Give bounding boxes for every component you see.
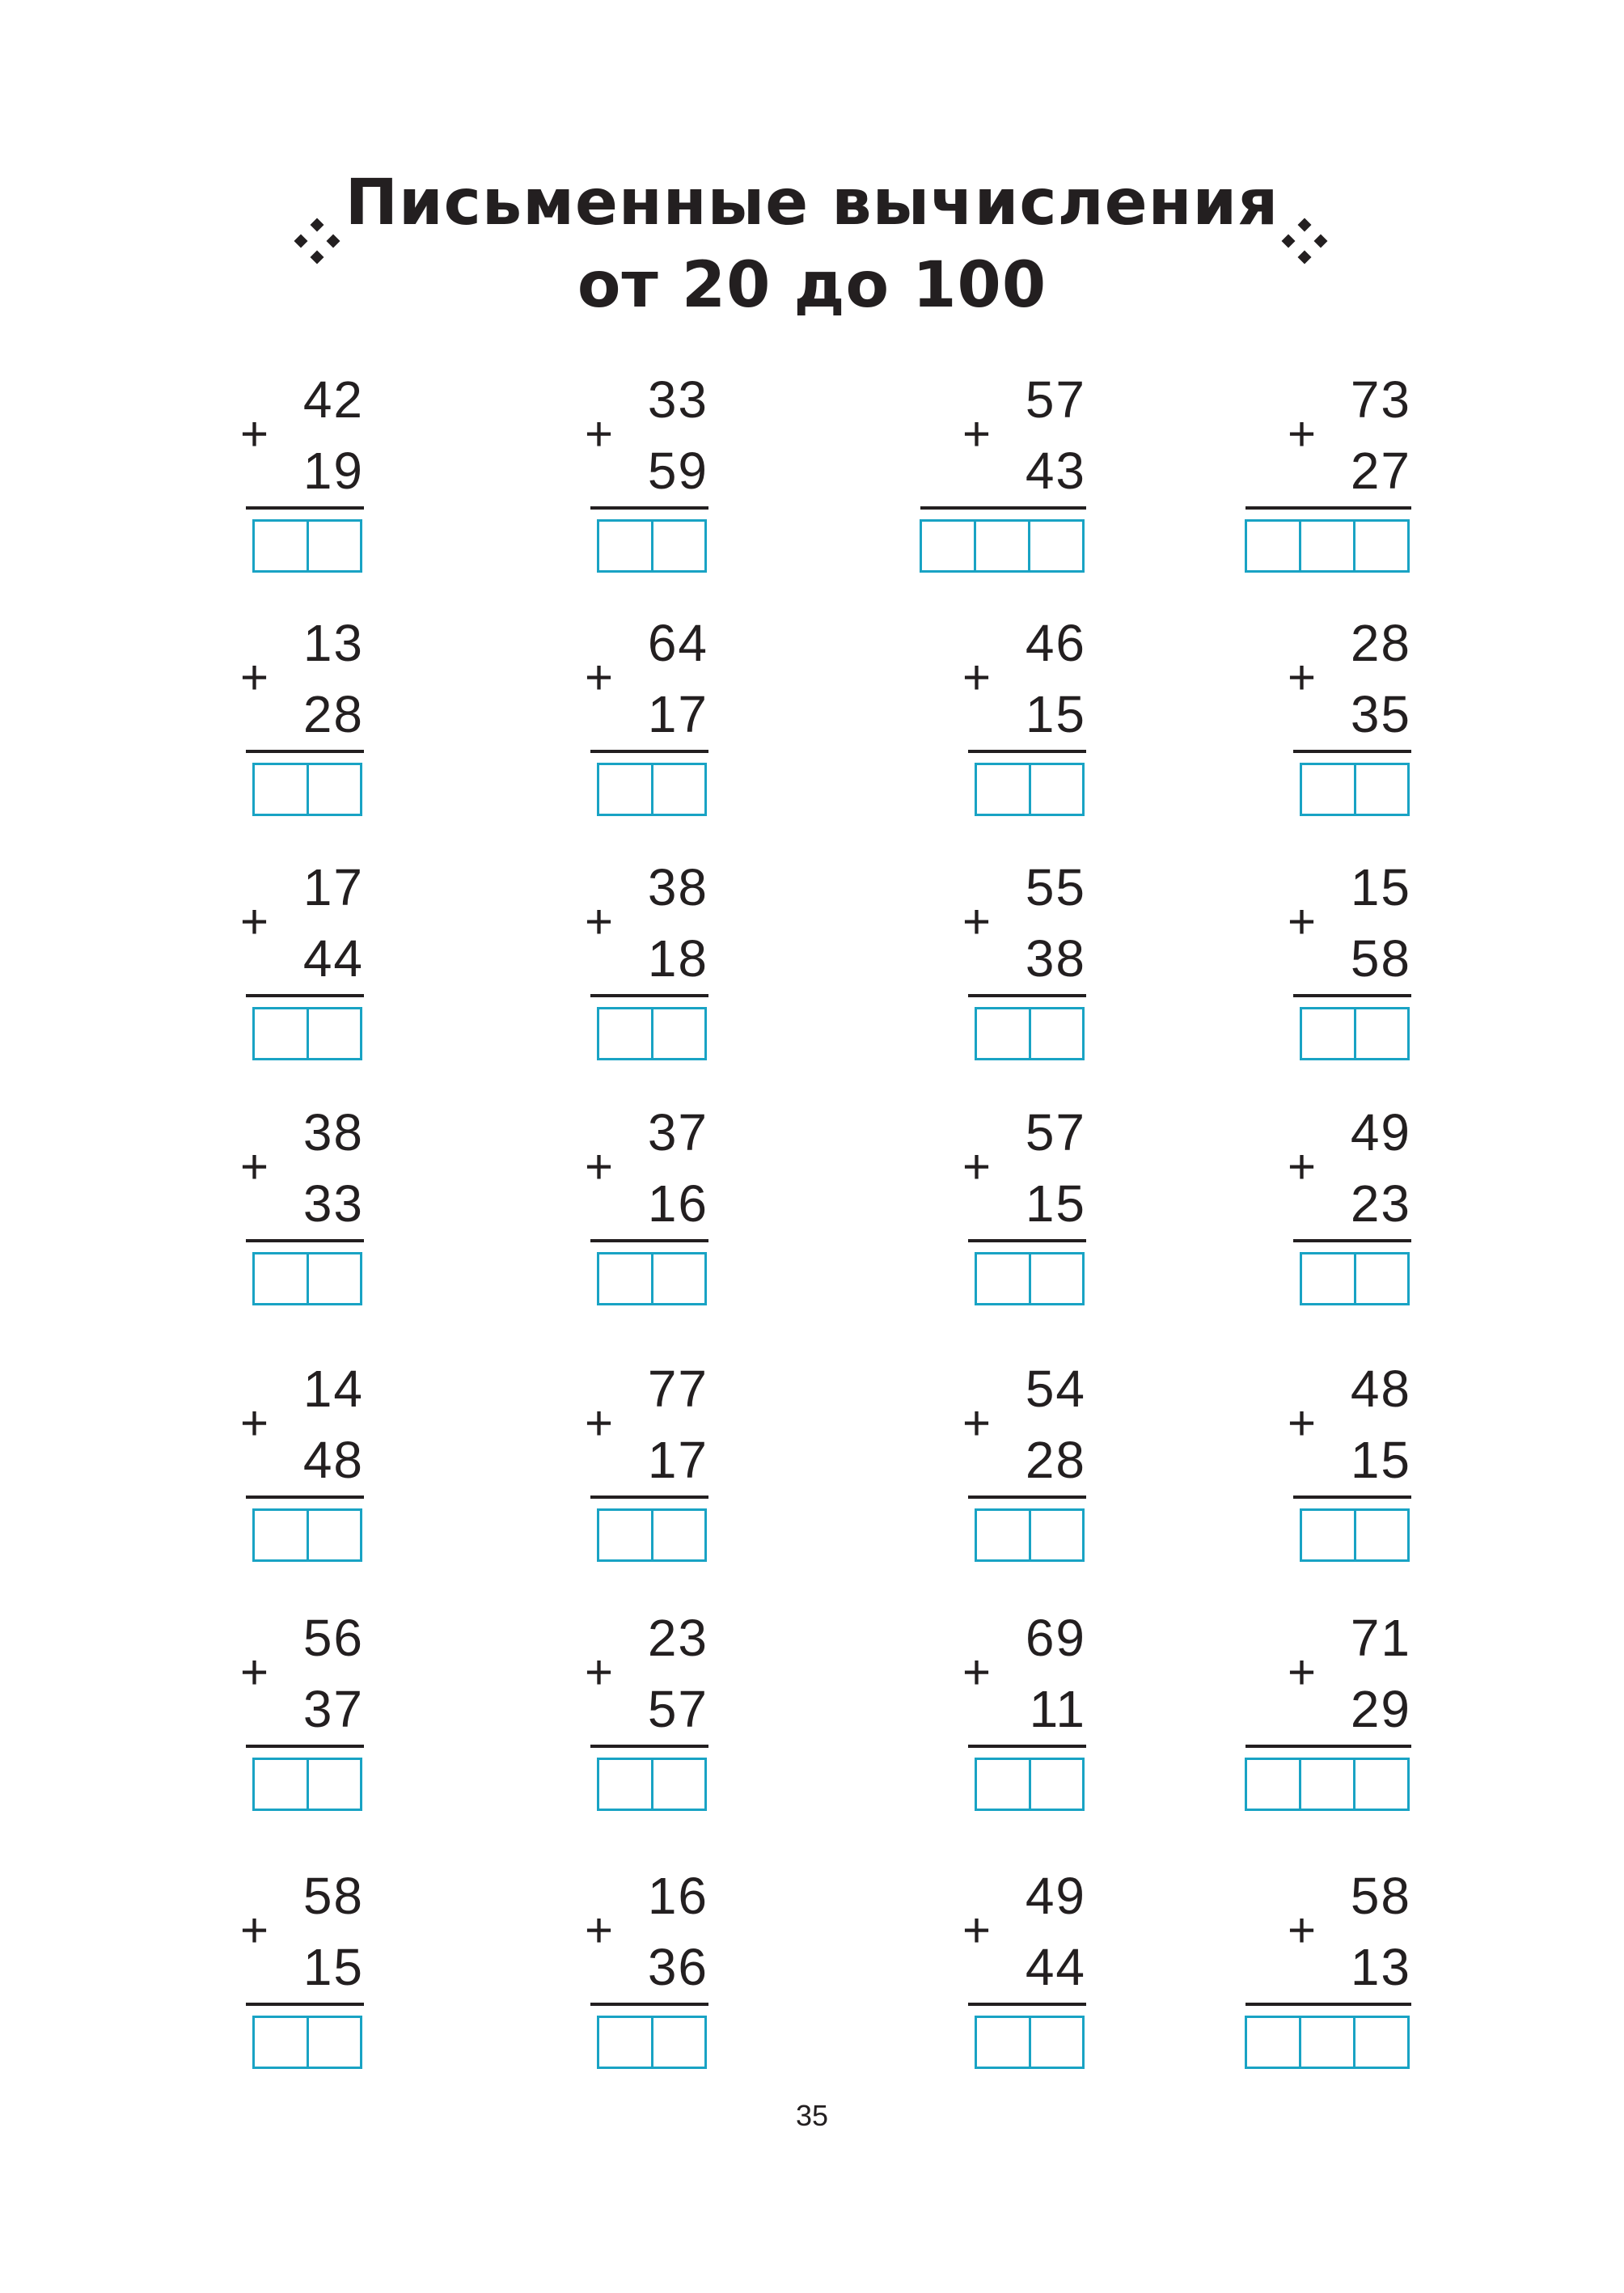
sum-line	[1293, 994, 1411, 997]
answer-digit-cell[interactable]	[653, 1511, 705, 1559]
addition-problem	[433, 614, 708, 827]
answer-digit-cell[interactable]	[1356, 765, 1408, 814]
answer-boxes	[975, 1758, 1085, 1811]
addend-top: 73	[1350, 370, 1411, 429]
page-number: 35	[795, 2099, 829, 2132]
addend-bottom: 13	[1350, 1938, 1411, 1996]
answer-boxes	[252, 763, 362, 816]
answer-digit-cell[interactable]	[653, 2018, 705, 2067]
addend-top: 46	[1025, 614, 1086, 672]
answer-digit-cell[interactable]	[977, 1760, 1031, 1809]
answer-digit-cell[interactable]	[1031, 1511, 1083, 1559]
page-title	[0, 162, 1624, 327]
addend-top: 17	[302, 858, 364, 916]
addend-top: 49	[1350, 1103, 1411, 1161]
answer-boxes	[1245, 1758, 1410, 1811]
answer-digit-cell[interactable]	[653, 1254, 705, 1303]
plus-sign: +	[1287, 1903, 1316, 1957]
addend-top: 69	[1025, 1609, 1086, 1667]
answer-boxes	[252, 2016, 362, 2069]
addition-problem	[89, 858, 364, 1072]
sum-line	[590, 1745, 708, 1748]
answer-boxes	[975, 1007, 1085, 1060]
answer-digit-cell[interactable]	[1302, 765, 1356, 814]
answer-digit-cell[interactable]	[977, 1511, 1031, 1559]
addition-problem	[433, 370, 708, 584]
answer-digit-cell[interactable]	[1031, 2018, 1083, 2067]
answer-boxes	[252, 519, 362, 573]
plus-sign: +	[239, 895, 269, 949]
addend-bottom: 15	[302, 1938, 364, 1996]
addition-problem	[89, 1867, 364, 2080]
addend-bottom: 44	[302, 929, 364, 988]
answer-digit-cell[interactable]	[255, 522, 309, 570]
answer-digit-cell[interactable]	[1031, 1009, 1083, 1058]
addition-problem	[433, 1867, 708, 2080]
answer-digit-cell[interactable]	[599, 1511, 653, 1559]
answer-boxes	[1245, 519, 1410, 573]
sum-line	[246, 506, 364, 510]
addend-top: 57	[1025, 1103, 1086, 1161]
sum-line	[1245, 506, 1411, 510]
addition-problem	[811, 370, 1086, 584]
plus-sign: +	[1287, 650, 1316, 704]
addend-bottom: 36	[647, 1938, 708, 1996]
sum-line	[590, 750, 708, 753]
addend-top: 64	[647, 614, 708, 672]
answer-digit-cell[interactable]	[977, 1254, 1031, 1303]
answer-digit-cell[interactable]	[309, 522, 361, 570]
answer-digit-cell[interactable]	[599, 765, 653, 814]
sum-line	[246, 2003, 364, 2006]
answer-digit-cell[interactable]	[255, 1009, 309, 1058]
sum-line	[590, 2003, 708, 2006]
answer-boxes	[975, 2016, 1085, 2069]
answer-digit-cell[interactable]	[1355, 1760, 1407, 1809]
addend-bottom: 15	[1350, 1431, 1411, 1489]
addition-problem	[89, 1360, 364, 1573]
answer-digit-cell[interactable]	[309, 2018, 361, 2067]
answer-digit-cell[interactable]	[309, 765, 361, 814]
addend-top: 58	[302, 1867, 364, 1925]
answer-digit-cell[interactable]	[653, 1009, 705, 1058]
answer-boxes	[252, 1758, 362, 1811]
sum-line	[968, 750, 1086, 753]
plus-sign: +	[584, 1903, 613, 1957]
answer-digit-cell[interactable]	[255, 2018, 309, 2067]
answer-digit-cell[interactable]	[1356, 1511, 1408, 1559]
answer-digit-cell[interactable]	[1302, 1254, 1356, 1303]
addition-problem	[1136, 1360, 1411, 1573]
sum-line	[968, 2003, 1086, 2006]
answer-boxes	[597, 763, 707, 816]
answer-boxes	[597, 2016, 707, 2069]
addend-bottom: 23	[1350, 1174, 1411, 1233]
plus-sign: +	[1287, 407, 1316, 461]
answer-digit-cell[interactable]	[255, 1511, 309, 1559]
addition-problem	[433, 858, 708, 1072]
answer-digit-cell[interactable]	[1031, 765, 1083, 814]
addend-top: 16	[647, 1867, 708, 1925]
answer-digit-cell[interactable]	[309, 1511, 361, 1559]
addend-top: 54	[1025, 1360, 1086, 1418]
answer-boxes	[1245, 2016, 1410, 2069]
answer-digit-cell[interactable]	[977, 765, 1031, 814]
addend-bottom: 28	[1025, 1431, 1086, 1489]
addition-problem	[811, 1609, 1086, 1822]
answer-digit-cell[interactable]	[922, 522, 976, 570]
answer-digit-cell[interactable]	[599, 1760, 653, 1809]
answer-digit-cell[interactable]	[653, 1760, 705, 1809]
sum-line	[246, 1239, 364, 1242]
addend-bottom: 37	[302, 1680, 364, 1738]
answer-digit-cell[interactable]	[1302, 1511, 1356, 1559]
plus-sign: +	[962, 1396, 991, 1450]
addition-problem	[1136, 370, 1411, 584]
answer-boxes	[597, 1758, 707, 1811]
title-line-2: от 20 до 100	[577, 249, 1047, 322]
answer-boxes	[597, 1007, 707, 1060]
answer-digit-cell[interactable]	[977, 1009, 1031, 1058]
plus-sign: +	[584, 407, 613, 461]
addition-problem	[1136, 614, 1411, 827]
answer-boxes	[252, 1252, 362, 1305]
addend-top: 71	[1350, 1609, 1411, 1667]
addend-top: 15	[1350, 858, 1411, 916]
addition-problem	[89, 370, 364, 584]
addend-top: 57	[1025, 370, 1086, 429]
addition-problem	[811, 1103, 1086, 1317]
addend-bottom: 48	[302, 1431, 364, 1489]
addition-problem	[89, 614, 364, 827]
title-line-1: Письменные вычисления	[345, 167, 1279, 239]
answer-digit-cell[interactable]	[255, 1760, 309, 1809]
sum-line	[968, 1496, 1086, 1499]
addend-top: 38	[647, 858, 708, 916]
sum-line	[246, 1496, 364, 1499]
addend-bottom: 16	[647, 1174, 708, 1233]
plus-sign: +	[239, 1140, 269, 1194]
addend-bottom: 28	[302, 685, 364, 743]
answer-boxes	[1300, 763, 1410, 816]
answer-boxes	[975, 1252, 1085, 1305]
answer-boxes	[597, 519, 707, 573]
answer-digit-cell[interactable]	[1355, 522, 1407, 570]
addend-top: 58	[1350, 1867, 1411, 1925]
answer-digit-cell[interactable]	[1247, 522, 1301, 570]
addend-bottom: 35	[1350, 685, 1411, 743]
answer-digit-cell[interactable]	[1030, 522, 1082, 570]
plus-sign: +	[239, 1396, 269, 1450]
plus-sign: +	[962, 1645, 991, 1699]
addend-bottom: 57	[647, 1680, 708, 1738]
plus-sign: +	[239, 407, 269, 461]
addend-bottom: 27	[1350, 442, 1411, 500]
answer-digit-cell[interactable]	[1031, 1254, 1083, 1303]
answer-digit-cell[interactable]	[1301, 522, 1355, 570]
addend-top: 48	[1350, 1360, 1411, 1418]
answer-digit-cell[interactable]	[1301, 2018, 1355, 2067]
addend-top: 77	[647, 1360, 708, 1418]
sum-line	[920, 506, 1086, 510]
plus-sign: +	[962, 1903, 991, 1957]
answer-digit-cell[interactable]	[653, 522, 705, 570]
answer-digit-cell[interactable]	[1302, 1009, 1356, 1058]
answer-digit-cell[interactable]	[1301, 1760, 1355, 1809]
addend-bottom: 19	[302, 442, 364, 500]
plus-sign: +	[1287, 1396, 1316, 1450]
addition-problem	[811, 614, 1086, 827]
answer-digit-cell[interactable]	[599, 2018, 653, 2067]
answer-digit-cell[interactable]	[599, 522, 653, 570]
addend-bottom: 59	[647, 442, 708, 500]
addend-top: 23	[647, 1609, 708, 1667]
addend-top: 28	[1350, 614, 1411, 672]
addition-problem	[1136, 1103, 1411, 1317]
addend-top: 55	[1025, 858, 1086, 916]
addend-bottom: 43	[1025, 442, 1086, 500]
answer-digit-cell[interactable]	[255, 1254, 309, 1303]
plus-sign: +	[962, 895, 991, 949]
answer-boxes	[1300, 1252, 1410, 1305]
answer-digit-cell[interactable]	[309, 1254, 361, 1303]
answer-digit-cell[interactable]	[1031, 1760, 1083, 1809]
addition-problem	[433, 1609, 708, 1822]
answer-digit-cell[interactable]	[1247, 2018, 1301, 2067]
addend-top: 13	[302, 614, 364, 672]
answer-digit-cell[interactable]	[309, 1009, 361, 1058]
sum-line	[590, 994, 708, 997]
addend-bottom: 18	[647, 929, 708, 988]
answer-digit-cell[interactable]	[309, 1760, 361, 1809]
addend-top: 37	[647, 1103, 708, 1161]
sum-line	[968, 1239, 1086, 1242]
plus-sign: +	[962, 407, 991, 461]
sum-line	[968, 994, 1086, 997]
addition-problem	[433, 1360, 708, 1573]
answer-boxes	[975, 1508, 1085, 1562]
addend-bottom: 58	[1350, 929, 1411, 988]
answer-boxes	[252, 1508, 362, 1562]
sum-line	[1245, 1745, 1411, 1748]
sum-line	[1245, 2003, 1411, 2006]
plus-sign: +	[584, 650, 613, 704]
addition-problem	[811, 1360, 1086, 1573]
addition-problem	[1136, 1867, 1411, 2080]
addition-problem	[433, 1103, 708, 1317]
sum-line	[1293, 1239, 1411, 1242]
addend-bottom: 38	[1025, 929, 1086, 988]
answer-boxes	[920, 519, 1085, 573]
plus-sign: +	[239, 1903, 269, 1957]
answer-digit-cell[interactable]	[977, 2018, 1031, 2067]
plus-sign: +	[962, 1140, 991, 1194]
sum-line	[590, 506, 708, 510]
plus-sign: +	[1287, 895, 1316, 949]
addition-problem	[89, 1103, 364, 1317]
sum-line	[246, 750, 364, 753]
answer-digit-cell[interactable]	[1356, 1009, 1408, 1058]
plus-sign: +	[584, 1140, 613, 1194]
sum-line	[590, 1496, 708, 1499]
sum-line	[246, 1745, 364, 1748]
addend-bottom: 17	[647, 1431, 708, 1489]
addend-bottom: 17	[647, 685, 708, 743]
sum-line	[246, 994, 364, 997]
plus-sign: +	[239, 1645, 269, 1699]
addend-bottom: 33	[302, 1174, 364, 1233]
addition-problem	[89, 1609, 364, 1822]
addend-top: 38	[302, 1103, 364, 1161]
answer-boxes	[975, 763, 1085, 816]
answer-digit-cell[interactable]	[599, 1009, 653, 1058]
answer-digit-cell[interactable]	[255, 765, 309, 814]
answer-digit-cell[interactable]	[599, 1254, 653, 1303]
addend-top: 42	[302, 370, 364, 429]
plus-sign: +	[584, 1645, 613, 1699]
addend-bottom: 44	[1025, 1938, 1086, 1996]
addend-top: 14	[302, 1360, 364, 1418]
addend-bottom: 15	[1025, 1174, 1086, 1233]
answer-digit-cell[interactable]	[653, 765, 705, 814]
plus-sign: +	[239, 650, 269, 704]
addend-top: 33	[647, 370, 708, 429]
addition-problem	[811, 858, 1086, 1072]
answer-boxes	[597, 1252, 707, 1305]
plus-sign: +	[962, 650, 991, 704]
plus-sign: +	[584, 1396, 613, 1450]
plus-sign: +	[1287, 1645, 1316, 1699]
addend-bottom: 11	[1029, 1680, 1086, 1738]
answer-digit-cell[interactable]	[1247, 1760, 1301, 1809]
addition-problem	[1136, 1609, 1411, 1822]
sum-line	[1293, 750, 1411, 753]
answer-boxes	[597, 1508, 707, 1562]
answer-boxes	[1300, 1508, 1410, 1562]
addition-problem	[811, 1867, 1086, 2080]
plus-sign: +	[584, 895, 613, 949]
sum-line	[590, 1239, 708, 1242]
addend-top: 56	[302, 1609, 364, 1667]
answer-digit-cell[interactable]	[1355, 2018, 1407, 2067]
answer-boxes	[252, 1007, 362, 1060]
answer-digit-cell[interactable]	[1356, 1254, 1408, 1303]
answer-boxes	[1300, 1007, 1410, 1060]
addend-bottom: 29	[1350, 1680, 1411, 1738]
answer-digit-cell[interactable]	[976, 522, 1030, 570]
addition-problem	[1136, 858, 1411, 1072]
sum-line	[1293, 1496, 1411, 1499]
addend-bottom: 15	[1025, 685, 1086, 743]
plus-sign: +	[1287, 1140, 1316, 1194]
addend-top: 49	[1025, 1867, 1086, 1925]
sum-line	[968, 1745, 1086, 1748]
